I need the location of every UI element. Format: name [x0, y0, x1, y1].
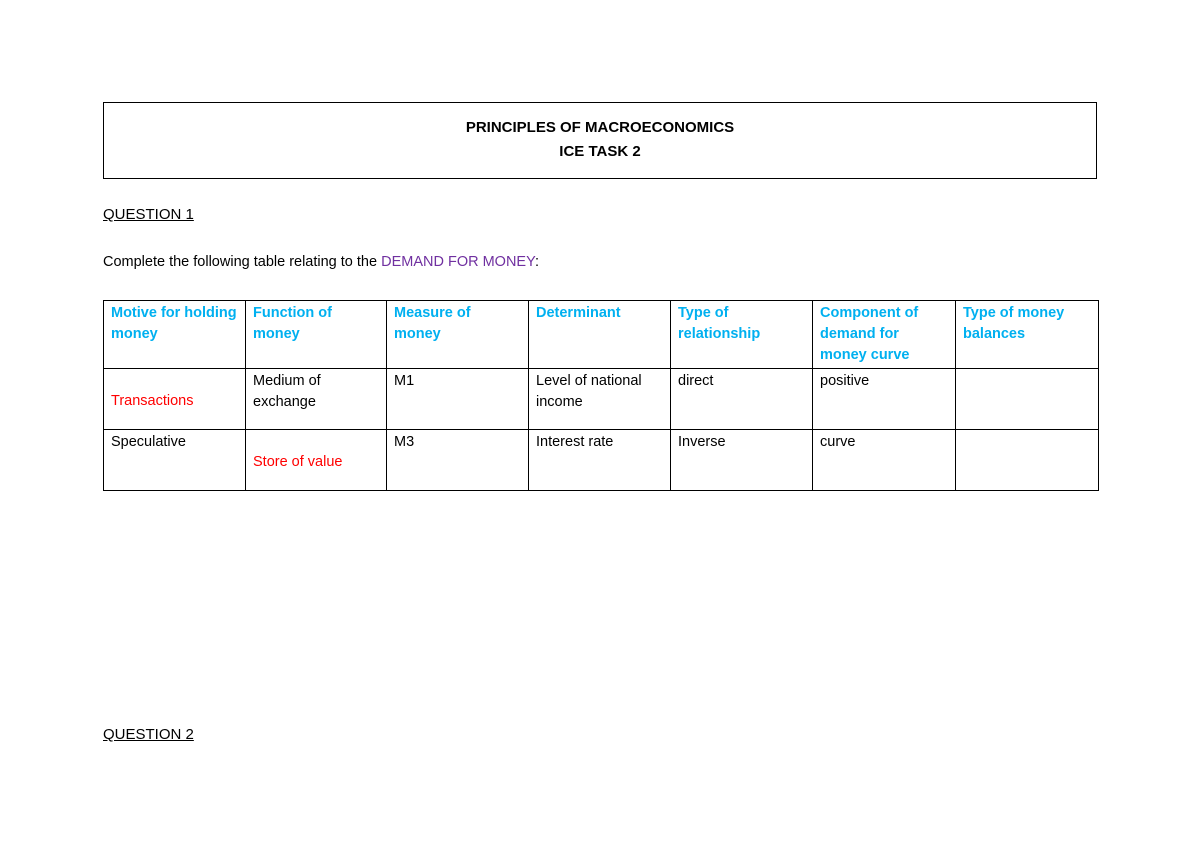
instruction-highlight: DEMAND FOR MONEY: [381, 254, 535, 270]
question-2-heading: QUESTION 2: [103, 726, 194, 743]
header-measure: Measure of money: [387, 301, 529, 369]
table-cell: Speculative: [104, 430, 246, 491]
header-component: Component of demand for money curve: [813, 301, 956, 369]
table-cell: M3: [387, 430, 529, 491]
header-balances: Type of money balances: [956, 301, 1099, 369]
table-cell: [104, 369, 246, 430]
header-function: Function of money: [246, 301, 387, 369]
table-cell: Interest rate: [529, 430, 671, 491]
table-cell: [956, 369, 1099, 430]
table-cell: [956, 430, 1099, 491]
demand-for-money-table: [103, 300, 1099, 491]
document-title: PRINCIPLES OF MACROECONOMICS: [465, 119, 735, 136]
header-relationship: Type of relationship: [671, 301, 813, 369]
question-1-instruction: [103, 254, 539, 270]
table-cell: Inverse: [671, 430, 813, 491]
header-determinant: Determinant: [529, 301, 671, 369]
table-cell: positive: [813, 369, 956, 430]
table-cell: Level of national income: [529, 369, 671, 430]
header-motive: Motive for holding money: [104, 301, 246, 369]
table-header-row: [104, 301, 1099, 369]
cell-motive-answer: Transactions: [111, 393, 194, 409]
title-box: [103, 102, 1097, 179]
table-cell: [246, 430, 387, 491]
table-cell: direct: [671, 369, 813, 430]
instruction-prefix: Complete the following table relating to the: [103, 254, 382, 270]
table-cell: M1: [387, 369, 529, 430]
table-cell: curve: [813, 430, 956, 491]
document-subtitle: ICE TASK 2: [559, 143, 641, 160]
question-1-heading: QUESTION 1: [103, 206, 194, 223]
table-row: [104, 369, 1099, 430]
cell-function-answer: Store of value: [253, 454, 343, 470]
instruction-suffix: :: [534, 254, 539, 270]
table-cell: Medium of exchange: [246, 369, 387, 430]
table-row: [104, 430, 1099, 491]
